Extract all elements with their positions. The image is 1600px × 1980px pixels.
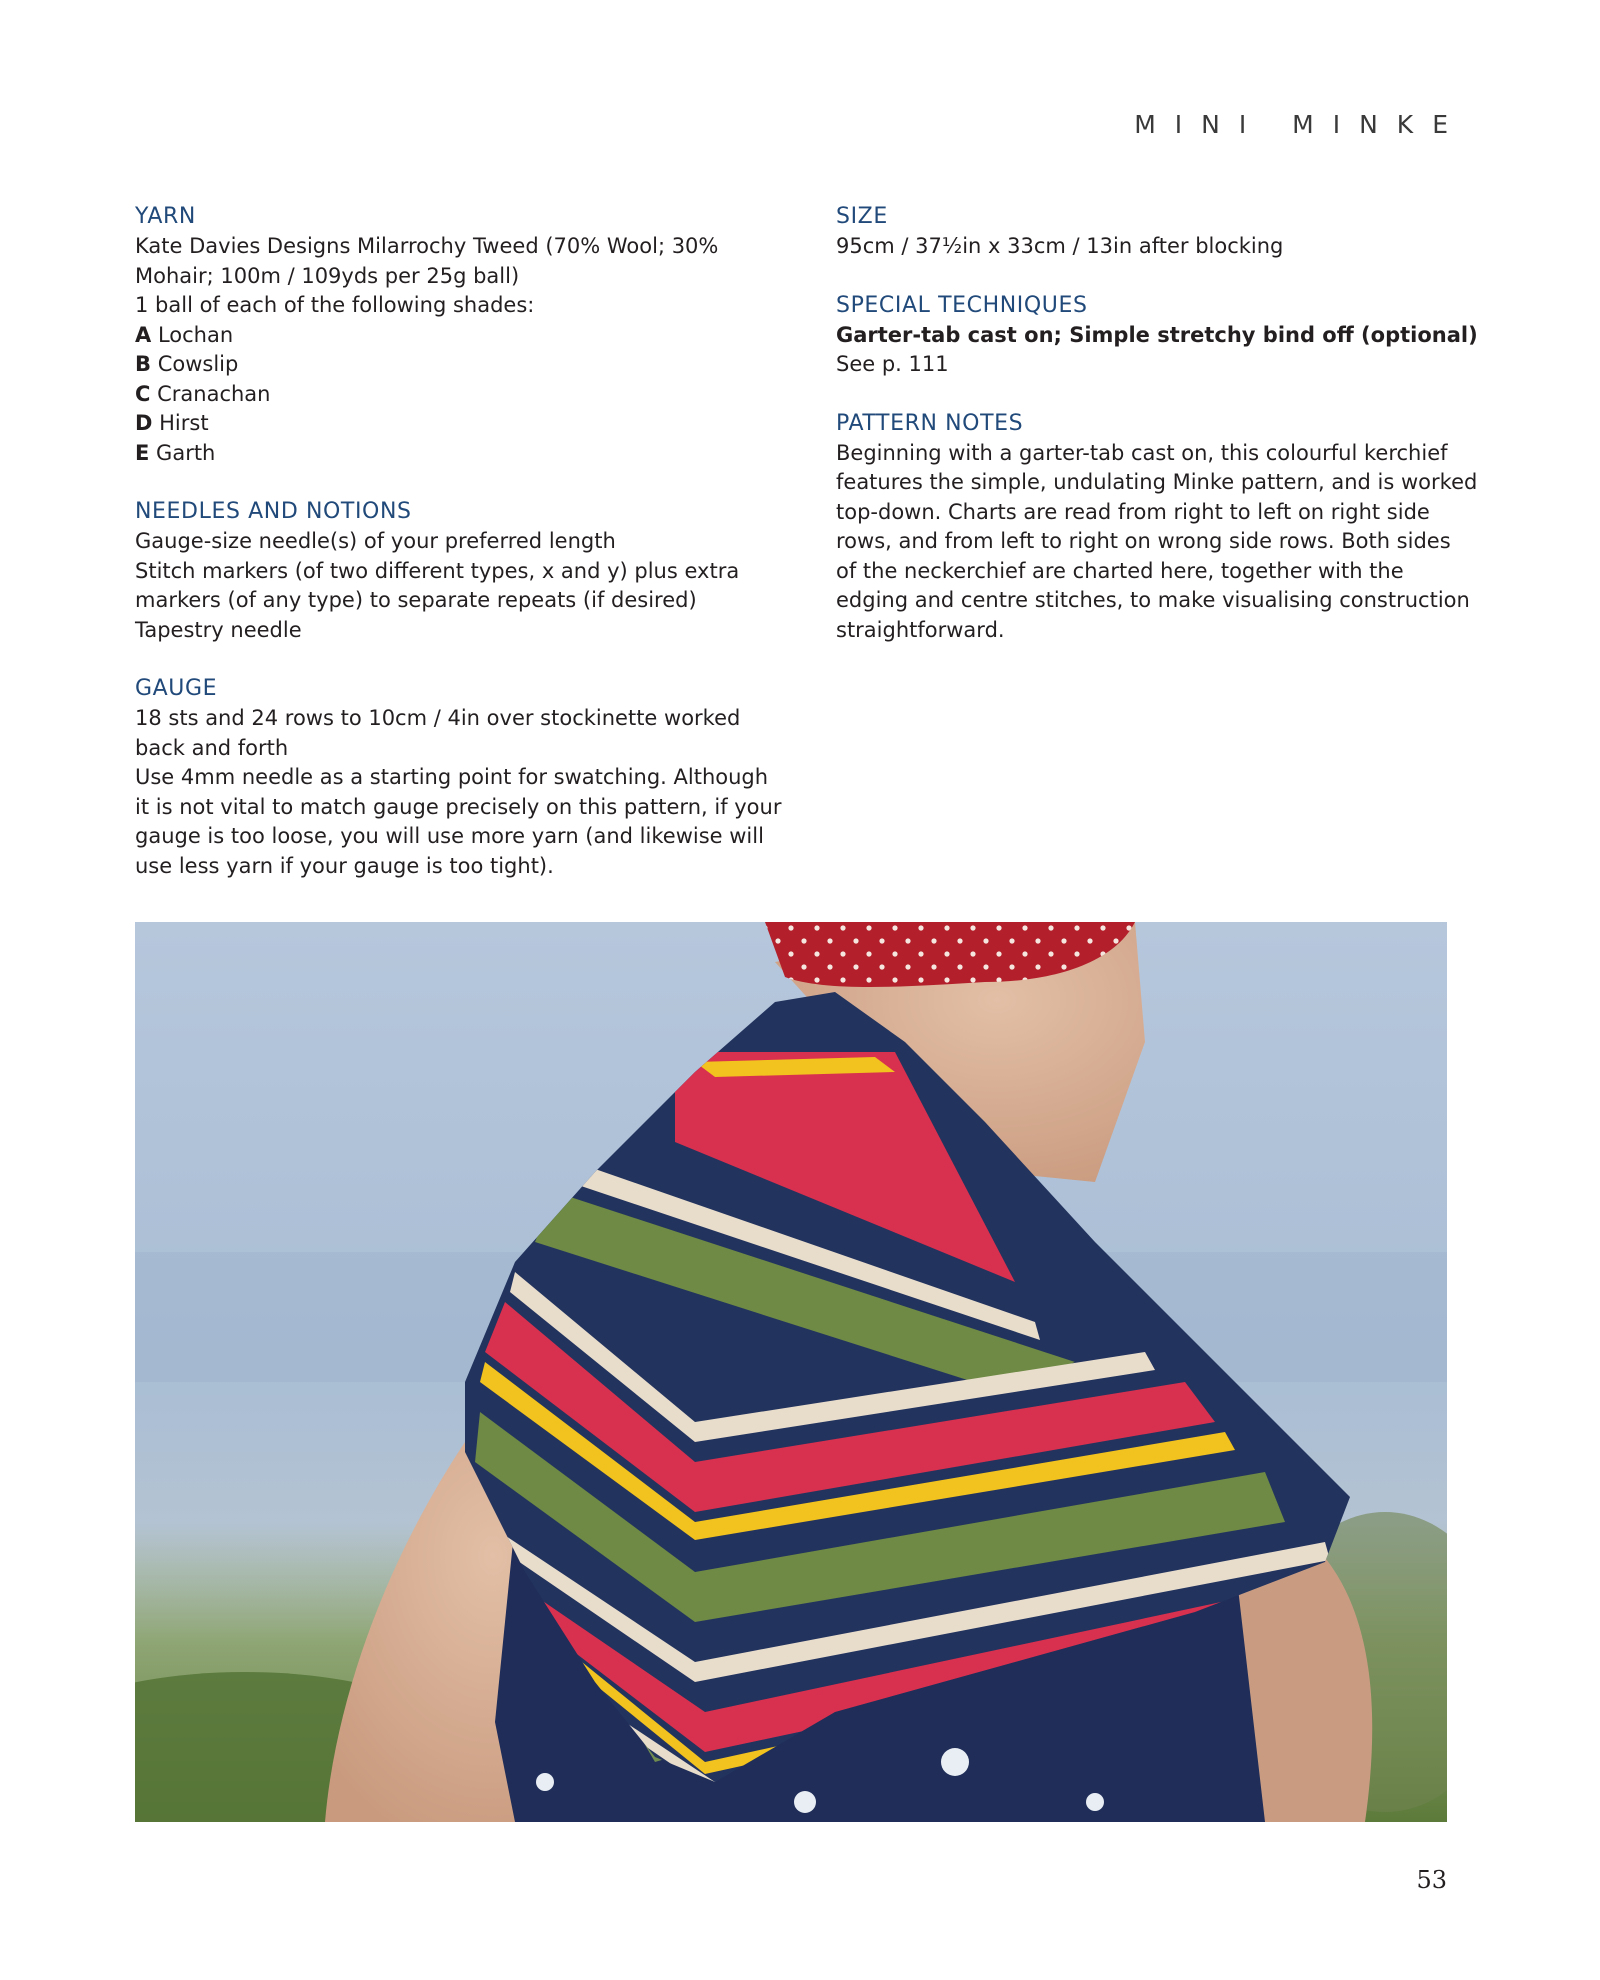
pattern-notes-heading: PATTERN NOTES bbox=[836, 410, 1024, 436]
pattern-notes-line: of the neckerchief are charted here, together with the bbox=[836, 558, 1404, 583]
yarn-line: 1 ball of each of the following shades: bbox=[135, 293, 535, 317]
pattern-notes-line: edging and centre stitches, to make visualising construction bbox=[836, 588, 1470, 612]
shade-name: Lochan bbox=[157, 322, 234, 347]
needles-line: markers (of any type) to separate repeats (if desired) bbox=[135, 588, 697, 612]
gauge-line: gauge is too loose, you will use more yarn (and likewise will bbox=[135, 824, 764, 848]
dress-dot bbox=[1086, 1793, 1104, 1811]
pattern-notes-section bbox=[836, 409, 1478, 646]
needles-heading: NEEDLES AND NOTIONS bbox=[135, 499, 412, 524]
needles-line: Stitch markers (of two different types, x and y) plus extra bbox=[135, 558, 740, 583]
techniques-bold-line: Garter-tab cast on; Simple stretchy bind off (optional) bbox=[836, 322, 1478, 347]
shade-letter: E bbox=[135, 440, 150, 465]
shade-item bbox=[135, 380, 775, 410]
size-line: 95cm / 37½in x 33cm / 13in after blocking bbox=[836, 234, 1284, 258]
shade-letter: A bbox=[135, 322, 152, 347]
size-section bbox=[836, 202, 1466, 262]
shade-name: Garth bbox=[156, 440, 216, 465]
pattern-notes-line: Beginning with a garter-tab cast on, this colourful kerchief bbox=[836, 440, 1448, 465]
gauge-line: it is not vital to match gauge precisely on this pattern, if your bbox=[135, 794, 782, 819]
page-number: 53 bbox=[1416, 1866, 1447, 1894]
gauge-heading: GAUGE bbox=[135, 676, 218, 701]
shade-name: Cranachan bbox=[157, 381, 271, 406]
dress-dot bbox=[536, 1773, 554, 1791]
techniques-section bbox=[836, 291, 1478, 380]
right-column bbox=[836, 202, 1478, 674]
shade-item bbox=[135, 350, 775, 380]
shade-item bbox=[135, 439, 775, 469]
gauge-line: 18 sts and 24 rows to 10cm / 4in over stockinette worked bbox=[135, 706, 741, 730]
gauge-line: Use 4mm needle as a starting point for swatching. Although bbox=[135, 765, 769, 789]
yarn-line: Kate Davies Designs Milarrochy Tweed (70% Wool; 30% bbox=[135, 234, 719, 258]
shade-letter: D bbox=[135, 411, 153, 435]
dress-dot bbox=[941, 1748, 969, 1776]
yarn-heading: YARN bbox=[135, 204, 196, 229]
needles-line: Gauge-size needle(s) of your preferred length bbox=[135, 529, 616, 553]
techniques-line: See p. 111 bbox=[836, 352, 949, 376]
shade-name: Cowslip bbox=[157, 352, 239, 376]
gauge-line: back and forth bbox=[135, 735, 289, 760]
yarn-section bbox=[135, 202, 775, 468]
size-heading: SIZE bbox=[836, 204, 888, 229]
dress-dot bbox=[794, 1791, 816, 1813]
running-title: MINI MINKE bbox=[1134, 110, 1467, 139]
pattern-notes-line: straightforward. bbox=[836, 617, 1005, 642]
shade-name: Hirst bbox=[159, 411, 209, 435]
needles-section bbox=[135, 497, 775, 645]
kerchief-photo bbox=[135, 922, 1447, 1822]
shade-letter: C bbox=[135, 381, 151, 406]
gauge-section bbox=[135, 674, 782, 881]
techniques-heading: SPECIAL TECHNIQUES bbox=[836, 292, 1088, 318]
pattern-notes-line: rows, and from left to right on wrong side rows. Both sides bbox=[836, 529, 1451, 553]
pattern-notes-line: features the simple, undulating Minke pattern, and is worked bbox=[836, 470, 1478, 494]
gauge-line: use less yarn if your gauge is too tight). bbox=[135, 853, 554, 878]
shade-item bbox=[135, 409, 775, 439]
pattern-notes-line: top-down. Charts are read from right to left on right side bbox=[836, 499, 1430, 524]
kerchief-photo-svg bbox=[135, 922, 1447, 1822]
shade-item bbox=[135, 321, 775, 351]
yarn-line: Mohair; 100m / 109yds per 25g ball) bbox=[135, 263, 520, 288]
left-column bbox=[135, 202, 782, 910]
needles-line: Tapestry needle bbox=[135, 617, 302, 642]
shade-letter: B bbox=[135, 352, 152, 376]
